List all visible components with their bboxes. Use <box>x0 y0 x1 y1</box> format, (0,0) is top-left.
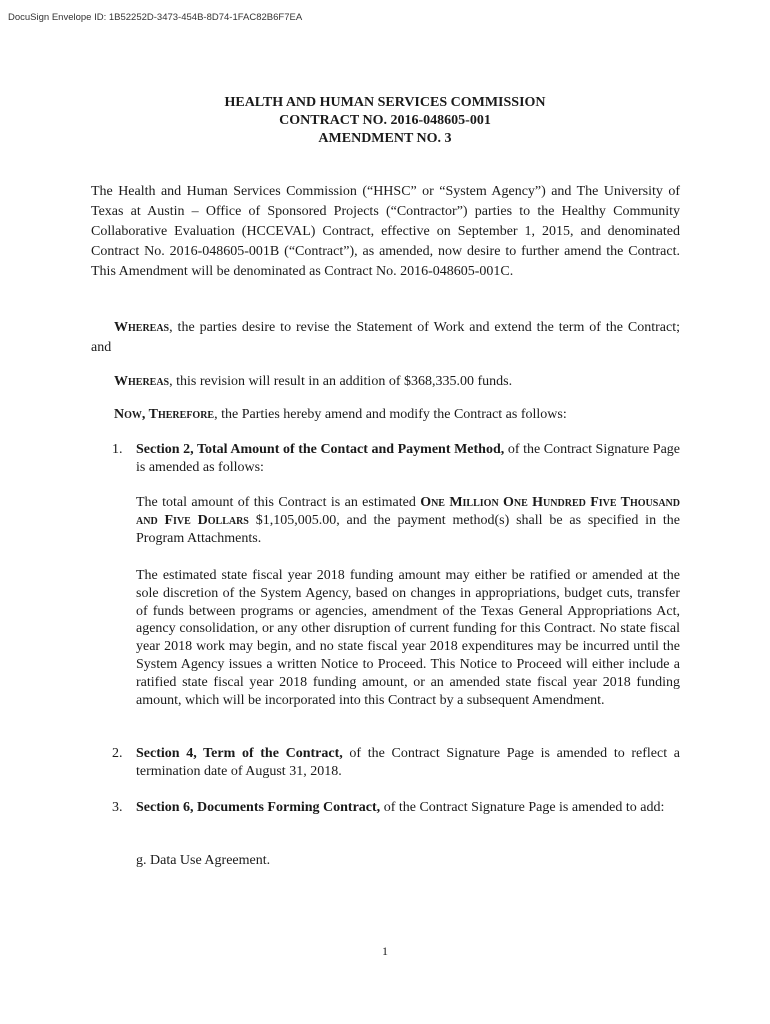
intro-paragraph: The Health and Human Services Commission (“HHSC” or “System Agency”) and The University of Texas at Austin – Office of Sponsored Projects (“Contractor”) parties to the Healthy Community Collaborative Evaluation (HCCEVAL) Contract, effective on September 1, 2015, and denominated Contract No. 2016-048605-001B (“Contract”), as amended, now desire to further amend the Contract. This Amendment will be denominated as Contract No. 2016-048605-001C. <box>91 184 680 279</box>
total-amount-paragraph <box>136 494 680 548</box>
whereas-paragraph-1 <box>91 318 680 358</box>
item-number: 1. <box>112 442 123 457</box>
whereas-label: Whereas <box>114 374 170 389</box>
page-number: 1 <box>382 944 388 958</box>
amendment-item-3 <box>112 799 680 817</box>
amendment-item-2 <box>112 745 680 781</box>
header-contract-number: CONTRACT NO. 2016-048605-001 <box>279 113 491 128</box>
item-number: 2. <box>112 746 123 761</box>
total-amount-words: One Million One Hundred Five Thousand and Five Dollars <box>136 495 680 528</box>
now-therefore-label: Now, Therefore <box>114 407 215 422</box>
amendment-item-1 <box>112 441 680 477</box>
sub-item-data-use-agreement: g. Data Use Agreement. <box>136 853 271 868</box>
item-heading: Section 6, Documents Forming Contract, <box>136 800 381 815</box>
item-heading: Section 4, Term of the Contract, <box>136 746 343 761</box>
whereas-text: , the parties desire to revise the Statement of Work and extend the term of the Contract; and <box>91 320 680 355</box>
total-amount-suffix: $1,105,005.00, and the payment method(s) shall be as specified in the Program Attachments. <box>136 513 680 546</box>
item-text: of the Contract Signature Page is amended to reflect a termination date of August 31, 2018. <box>136 746 681 779</box>
whereas-text: , this revision will result in an addition of $368,335.00 funds. <box>169 374 513 389</box>
fiscal-year-paragraph: The estimated state fiscal year 2018 funding amount may either be ratified or amended at the sole discretion of the System Agency, based on changes in appropriations, budget cuts, transfer of funds between programs or agencies, amendment of the Texas General Appropriations Act, agency consolidation, or any other disruption of current funding for this Contract. No state fiscal year 2018 work may begin, and no state fiscal year 2018 expenditures may be incurred until the System Agency issues a written Notice to Proceed. This Notice to Proceed will either include a ratified state fiscal year 2018 funding amount, or an amended state fiscal year 2018 funding amount, which will be incorporated into this Contract by a subsequent Amendment. <box>136 568 680 708</box>
item-number: 3. <box>112 800 123 815</box>
whereas-label: Whereas <box>114 320 170 335</box>
docusign-envelope-id: DocuSign Envelope ID: 1B52252D-3473-454B-8D74-1FAC82B6F7EA <box>8 12 303 23</box>
now-therefore-text: , the Parties hereby amend and modify the Contract as follows: <box>214 407 567 422</box>
item-heading: Section 2, Total Amount of the Contact and Payment Method, <box>136 442 505 457</box>
document-header <box>0 94 770 148</box>
now-therefore-paragraph <box>114 405 680 425</box>
total-amount-prefix: The total amount of this Contract is an estimated <box>136 495 421 510</box>
whereas-paragraph-2 <box>114 372 680 392</box>
item-text: of the Contract Signature Page is amended as follows: <box>136 442 680 475</box>
header-amendment-number: AMENDMENT NO. 3 <box>318 131 452 146</box>
item-text: of the Contract Signature Page is amended to add: <box>380 800 665 815</box>
header-agency: HEALTH AND HUMAN SERVICES COMMISSION <box>224 95 546 110</box>
